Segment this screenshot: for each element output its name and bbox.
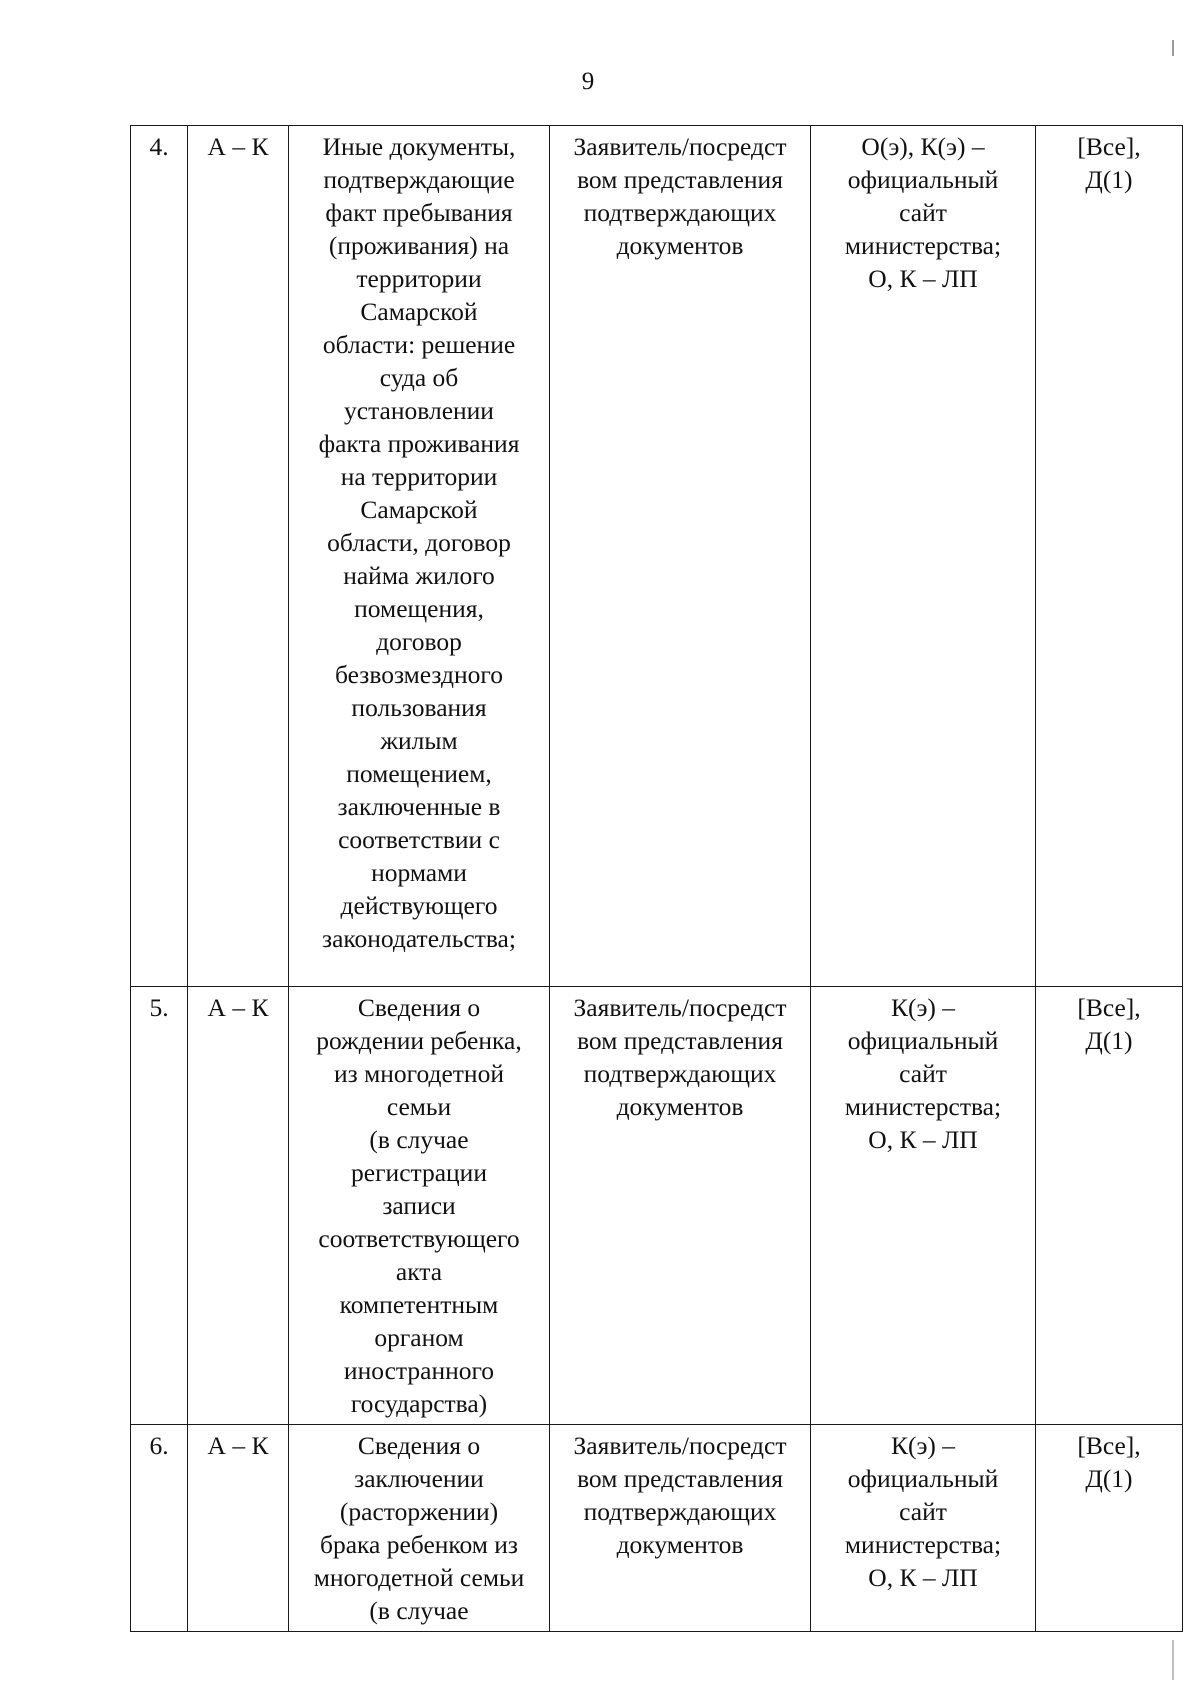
cell-line: министерства; — [844, 1092, 1002, 1121]
row-number: 4. — [149, 132, 169, 161]
cell-line: вом представления — [577, 1464, 783, 1493]
source-cell — [550, 987, 811, 1425]
cell-line: официальный — [847, 1464, 999, 1493]
cell-line: подтверждающих — [583, 1497, 777, 1526]
cell-line: [Все], — [1077, 1431, 1141, 1460]
cell-line: подтверждающих — [583, 1059, 777, 1088]
cell-line: Заявитель/посредст — [573, 993, 787, 1022]
cell-line: государства) — [350, 1389, 488, 1418]
cell-line: подтверждающие — [323, 165, 515, 194]
cell-line: Заявитель/посредст — [573, 1431, 787, 1460]
cell-line: вом представления — [577, 1026, 783, 1055]
cell-line: жилым — [380, 726, 458, 755]
cell-line: на территории — [340, 462, 498, 491]
cell-line: записи — [382, 1191, 456, 1220]
cell-line: многодетной семьи — [313, 1563, 525, 1592]
cell-line: нормами — [371, 858, 467, 887]
category-cell — [188, 987, 289, 1425]
cell-line: сайт — [899, 1497, 947, 1526]
cell-line: рождении ребенка, — [316, 1026, 522, 1055]
cell-line: [Все], — [1077, 993, 1141, 1022]
document-cell — [289, 987, 550, 1425]
cell-line: помещением, — [346, 759, 492, 788]
row-number-cell — [131, 1425, 188, 1632]
cell-line: территории — [356, 264, 482, 293]
cell-line: иностранного — [343, 1356, 495, 1385]
cell-line: договор — [376, 627, 462, 656]
cell-line: О(э), К(э) – — [861, 132, 985, 161]
cell-line: найма жилого — [343, 561, 495, 590]
scan-edge-mark-bottom — [1172, 1640, 1174, 1680]
cell-line: установлении — [344, 396, 494, 425]
cell-line: документов — [616, 231, 744, 260]
cell-line: Д(1) — [1085, 1464, 1133, 1493]
page-number: 9 — [581, 68, 595, 95]
format-cell — [811, 987, 1036, 1425]
cell-line: подтверждающих — [583, 198, 777, 227]
access-cell — [1036, 126, 1183, 987]
cell-line: Самарской — [360, 297, 478, 326]
cell-line: Д(1) — [1085, 1026, 1133, 1055]
cell-line: факт пребывания — [325, 198, 513, 227]
cell-line: К(э) – — [890, 1431, 956, 1460]
cell-line: акта — [395, 1257, 443, 1286]
cell-line: документов — [616, 1530, 744, 1559]
format-cell — [811, 126, 1036, 987]
category-cell — [188, 126, 289, 987]
cell-line: О, К – ЛП — [868, 1125, 978, 1154]
row-number-cell — [131, 126, 188, 987]
row-number: 5. — [149, 993, 169, 1022]
access-cell — [1036, 987, 1183, 1425]
cell-line: Заявитель/посредст — [573, 132, 787, 161]
cell-line: пользования — [351, 693, 487, 722]
category: А – К — [207, 132, 269, 161]
cell-line: документов — [616, 1092, 744, 1121]
source-cell — [550, 126, 811, 987]
cell-line: области: решение — [322, 330, 516, 359]
cell-line: сайт — [899, 198, 947, 227]
cell-line: безвозмездного — [335, 660, 503, 689]
cell-line: (расторжении) — [339, 1497, 499, 1526]
cell-line: из многодетной — [334, 1059, 504, 1088]
document-cell — [289, 1425, 550, 1632]
cell-line: сайт — [899, 1059, 947, 1088]
cell-line: факта проживания — [318, 429, 520, 458]
source-cell — [550, 1425, 811, 1632]
cell-line: суда об — [379, 363, 459, 392]
cell-line: Иные документы, — [322, 132, 516, 161]
cell-line: законодательства; — [322, 924, 516, 953]
cell-line: министерства; — [844, 1530, 1002, 1559]
access-cell — [1036, 1425, 1183, 1632]
cell-line: Сведения о — [357, 1431, 481, 1460]
cell-line: области, договор — [327, 528, 511, 557]
cell-line: заключенные в — [337, 792, 501, 821]
cell-line: О, К – ЛП — [868, 1563, 978, 1592]
cell-line: брака ребенком из — [320, 1530, 518, 1559]
table-row — [131, 1425, 1183, 1632]
cell-line: регистрации — [351, 1158, 487, 1187]
cell-line: семьи — [386, 1092, 452, 1121]
scan-edge-mark-top — [1172, 40, 1174, 56]
cell-line: заключении — [354, 1464, 484, 1493]
cell-line: органом — [374, 1323, 464, 1352]
cell-line: (в случае — [369, 1125, 469, 1154]
category: А – К — [207, 993, 269, 1022]
cell-line: соответствии с — [338, 825, 500, 854]
cell-line: министерства; — [844, 231, 1002, 260]
cell-line: Д(1) — [1085, 165, 1133, 194]
cell-line: Сведения о — [357, 993, 481, 1022]
cell-line: помещения, — [354, 594, 484, 623]
cell-line: официальный — [847, 1026, 999, 1055]
table-row — [131, 126, 1183, 987]
category: А – К — [207, 1431, 269, 1460]
category-cell — [188, 1425, 289, 1632]
document-cell — [289, 126, 550, 987]
cell-line: (в случае — [369, 1596, 469, 1625]
cell-line: О, К – ЛП — [868, 264, 978, 293]
cell-line: официальный — [847, 165, 999, 194]
row-number: 6. — [149, 1431, 169, 1460]
format-cell — [811, 1425, 1036, 1632]
cell-line: соответствующего — [318, 1224, 520, 1253]
cell-line: К(э) – — [890, 993, 956, 1022]
cell-line: Самарской — [360, 495, 478, 524]
cell-line: вом представления — [577, 165, 783, 194]
cell-line: действующего — [340, 891, 498, 920]
cell-line: компетентным — [339, 1290, 499, 1319]
table-row — [131, 987, 1183, 1425]
documents-table — [130, 125, 1183, 1632]
cell-line: [Все], — [1077, 132, 1141, 161]
row-number-cell — [131, 987, 188, 1425]
cell-line: (проживания) на — [328, 231, 510, 260]
